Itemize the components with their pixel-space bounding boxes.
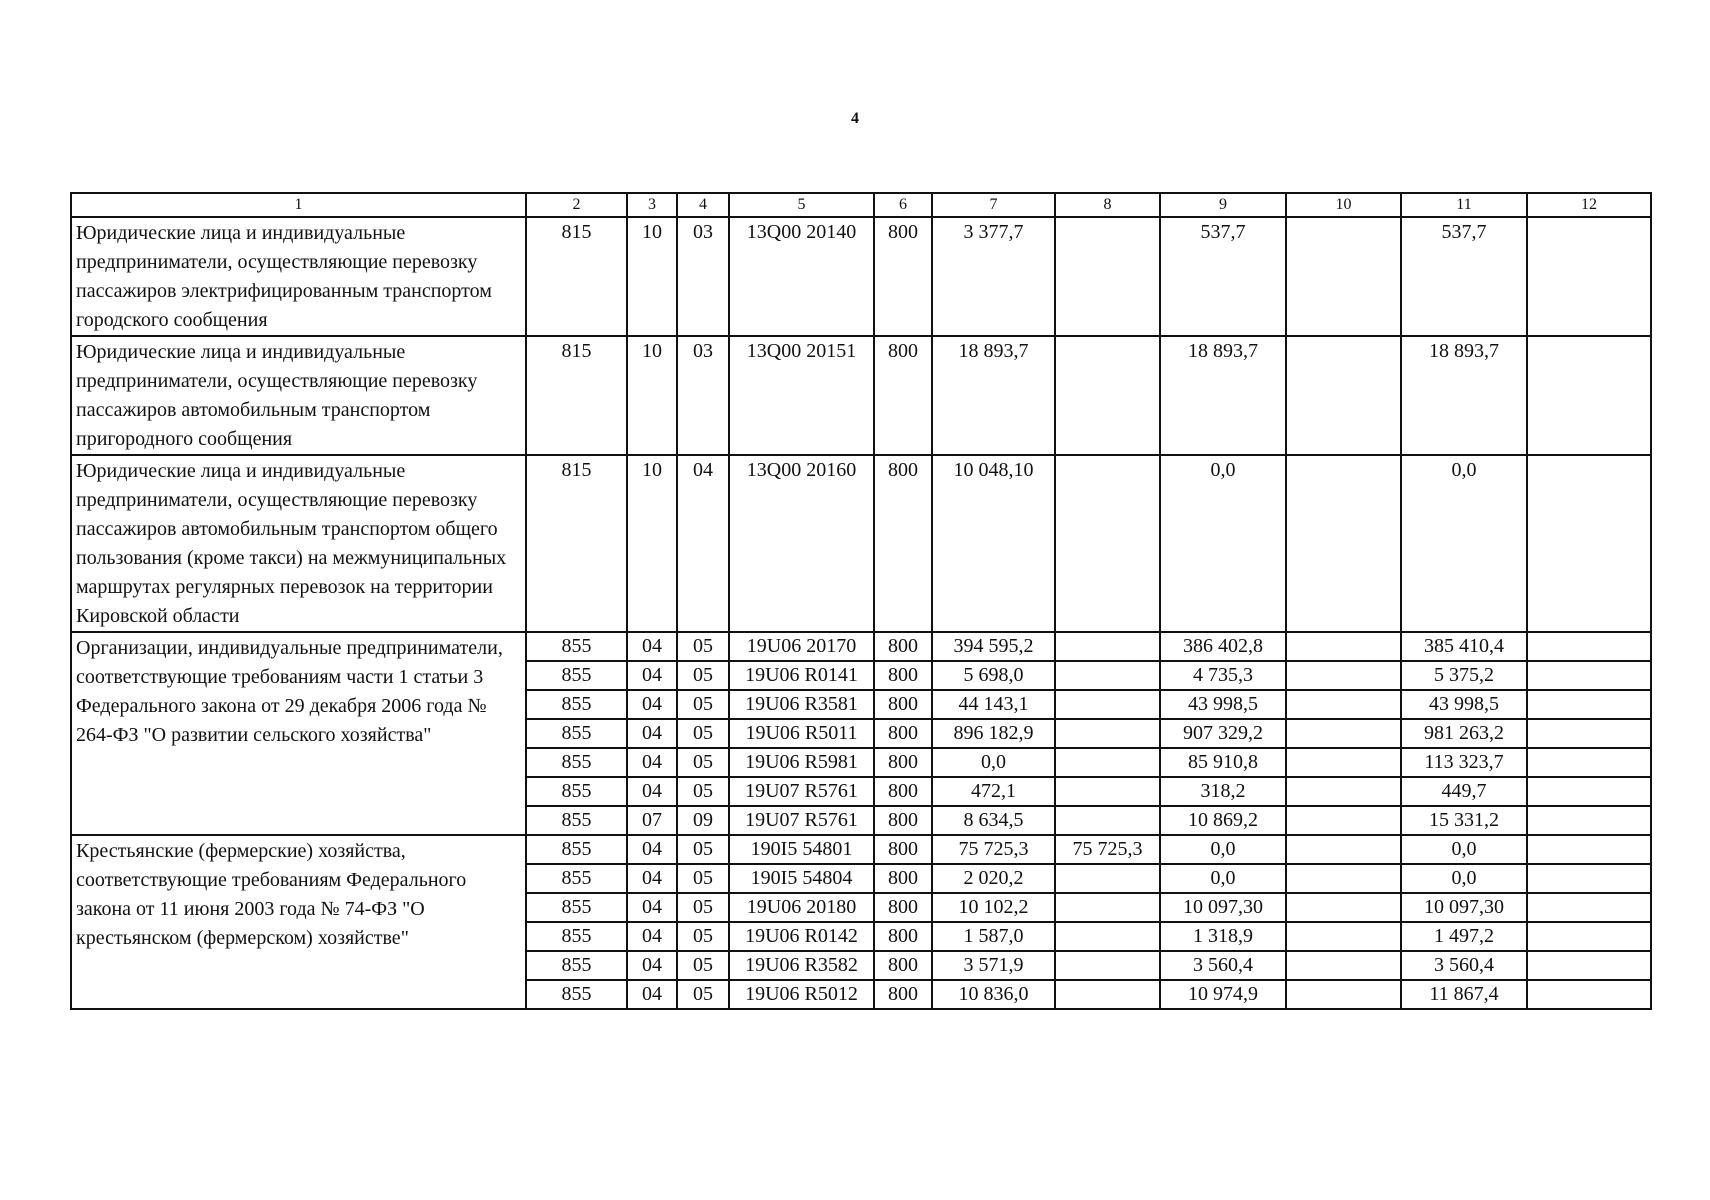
cell-col-6: 800 (874, 719, 932, 748)
cell-col-10 (1286, 980, 1401, 1009)
cell-col-2: 855 (526, 806, 627, 835)
cell-col-12 (1527, 632, 1651, 661)
column-header-4: 4 (677, 193, 729, 217)
cell-col-12 (1527, 336, 1651, 455)
cell-col-3: 07 (627, 806, 677, 835)
page-number: 4 (851, 110, 859, 127)
cell-col-12 (1527, 806, 1651, 835)
cell-col-9: 0,0 (1160, 864, 1286, 893)
cell-col-9: 10 097,30 (1160, 893, 1286, 922)
cell-col-6: 800 (874, 777, 932, 806)
cell-col-6: 800 (874, 864, 932, 893)
column-header-2: 2 (526, 193, 627, 217)
cell-col-9: 0,0 (1160, 835, 1286, 864)
cell-col-11: 18 893,7 (1401, 336, 1527, 455)
cell-col-5: 190I5 54801 (729, 835, 874, 864)
cell-col-3: 10 (627, 336, 677, 455)
cell-col-5: 19U06 R3581 (729, 690, 874, 719)
cell-col-7: 10 836,0 (932, 980, 1055, 1009)
cell-col-2: 855 (526, 835, 627, 864)
cell-col-7: 10 102,2 (932, 893, 1055, 922)
cell-col-5: 13Q00 20160 (729, 455, 874, 632)
recipient-description: Организации, индивидуальные предприниматели, соответствующие требованиям части 1 статьи 3 Федерального закона от 29 декабря 2006 года № 264-ФЗ "О развитии сельского хозяйства" (71, 632, 526, 835)
cell-col-11: 385 410,4 (1401, 632, 1527, 661)
cell-col-12 (1527, 690, 1651, 719)
cell-col-2: 855 (526, 922, 627, 951)
cell-col-3: 04 (627, 951, 677, 980)
cell-col-12 (1527, 922, 1651, 951)
cell-col-5: 19U06 R5011 (729, 719, 874, 748)
cell-col-3: 10 (627, 217, 677, 336)
cell-col-2: 815 (526, 336, 627, 455)
cell-col-3: 04 (627, 864, 677, 893)
cell-col-9: 386 402,8 (1160, 632, 1286, 661)
cell-col-11: 537,7 (1401, 217, 1527, 336)
cell-col-11: 0,0 (1401, 835, 1527, 864)
column-header-8: 8 (1055, 193, 1160, 217)
cell-col-8 (1055, 748, 1160, 777)
cell-col-2: 855 (526, 980, 627, 1009)
cell-col-3: 04 (627, 777, 677, 806)
cell-col-9: 907 329,2 (1160, 719, 1286, 748)
cell-col-12 (1527, 893, 1651, 922)
column-header-7: 7 (932, 193, 1055, 217)
cell-col-6: 800 (874, 835, 932, 864)
cell-col-8 (1055, 806, 1160, 835)
cell-col-8 (1055, 690, 1160, 719)
table-row (71, 455, 1651, 632)
cell-col-10 (1286, 632, 1401, 661)
cell-col-8 (1055, 719, 1160, 748)
cell-col-3: 04 (627, 661, 677, 690)
cell-col-3: 04 (627, 835, 677, 864)
cell-col-5: 19U07 R5761 (729, 777, 874, 806)
cell-col-2: 855 (526, 719, 627, 748)
cell-col-8 (1055, 893, 1160, 922)
cell-col-7: 75 725,3 (932, 835, 1055, 864)
cell-col-6: 800 (874, 893, 932, 922)
cell-col-11: 3 560,4 (1401, 951, 1527, 980)
cell-col-4: 05 (677, 980, 729, 1009)
cell-col-12 (1527, 951, 1651, 980)
cell-col-3: 04 (627, 893, 677, 922)
table-row (71, 336, 1651, 455)
header-row (71, 193, 1651, 217)
cell-col-5: 13Q00 20151 (729, 336, 874, 455)
cell-col-2: 855 (526, 951, 627, 980)
recipient-description: Юридические лица и индивидуальные предприниматели, осуществляющие перевозку пассажиров автомобильным транспортом общего пользования (кроме такси) на межмуниципальных маршрутах регулярных перевозок на территории Кировской области (71, 455, 526, 632)
cell-col-7: 0,0 (932, 748, 1055, 777)
cell-col-7: 896 182,9 (932, 719, 1055, 748)
cell-col-10 (1286, 719, 1401, 748)
cell-col-7: 2 020,2 (932, 864, 1055, 893)
cell-col-4: 09 (677, 806, 729, 835)
cell-col-5: 19U07 R5761 (729, 806, 874, 835)
column-header-6: 6 (874, 193, 932, 217)
recipient-description: Юридические лица и индивидуальные предприниматели, осуществляющие перевозку пассажиров электрифицированным транспортом городского сообщения (71, 217, 526, 336)
cell-col-10 (1286, 661, 1401, 690)
cell-col-4: 05 (677, 632, 729, 661)
cell-col-5: 19U06 R5012 (729, 980, 874, 1009)
cell-col-12 (1527, 777, 1651, 806)
cell-col-11: 10 097,30 (1401, 893, 1527, 922)
column-header-10: 10 (1286, 193, 1401, 217)
cell-col-2: 855 (526, 748, 627, 777)
cell-col-6: 800 (874, 806, 932, 835)
cell-col-2: 815 (526, 217, 627, 336)
cell-col-11: 0,0 (1401, 864, 1527, 893)
cell-col-8: 75 725,3 (1055, 835, 1160, 864)
cell-col-7: 10 048,10 (932, 455, 1055, 632)
cell-col-12 (1527, 455, 1651, 632)
cell-col-11: 5 375,2 (1401, 661, 1527, 690)
cell-col-6: 800 (874, 632, 932, 661)
cell-col-10 (1286, 777, 1401, 806)
table-body (71, 217, 1651, 1009)
table-row (71, 217, 1651, 336)
cell-col-8 (1055, 864, 1160, 893)
cell-col-4: 05 (677, 748, 729, 777)
cell-col-3: 04 (627, 748, 677, 777)
cell-col-4: 05 (677, 864, 729, 893)
column-header-1: 1 (71, 193, 526, 217)
cell-col-8 (1055, 922, 1160, 951)
cell-col-9: 537,7 (1160, 217, 1286, 336)
cell-col-11: 1 497,2 (1401, 922, 1527, 951)
cell-col-7: 472,1 (932, 777, 1055, 806)
cell-col-6: 800 (874, 748, 932, 777)
cell-col-10 (1286, 806, 1401, 835)
cell-col-3: 04 (627, 922, 677, 951)
cell-col-8 (1055, 661, 1160, 690)
cell-col-9: 0,0 (1160, 455, 1286, 632)
cell-col-3: 10 (627, 455, 677, 632)
cell-col-3: 04 (627, 690, 677, 719)
cell-col-4: 05 (677, 690, 729, 719)
cell-col-11: 15 331,2 (1401, 806, 1527, 835)
cell-col-5: 19U06 R3582 (729, 951, 874, 980)
cell-col-7: 394 595,2 (932, 632, 1055, 661)
cell-col-7: 18 893,7 (932, 336, 1055, 455)
cell-col-4: 05 (677, 777, 729, 806)
cell-col-6: 800 (874, 922, 932, 951)
cell-col-6: 800 (874, 951, 932, 980)
cell-col-4: 03 (677, 336, 729, 455)
cell-col-8 (1055, 336, 1160, 455)
cell-col-8 (1055, 777, 1160, 806)
cell-col-4: 05 (677, 661, 729, 690)
cell-col-12 (1527, 864, 1651, 893)
cell-col-11: 113 323,7 (1401, 748, 1527, 777)
cell-col-4: 05 (677, 922, 729, 951)
column-header-11: 11 (1401, 193, 1527, 217)
cell-col-5: 19U06 20170 (729, 632, 874, 661)
cell-col-7: 3 377,7 (932, 217, 1055, 336)
cell-col-10 (1286, 690, 1401, 719)
cell-col-4: 04 (677, 455, 729, 632)
cell-col-4: 05 (677, 951, 729, 980)
cell-col-6: 800 (874, 690, 932, 719)
cell-col-4: 05 (677, 719, 729, 748)
cell-col-9: 1 318,9 (1160, 922, 1286, 951)
cell-col-12 (1527, 835, 1651, 864)
cell-col-9: 10 974,9 (1160, 980, 1286, 1009)
cell-col-9: 4 735,3 (1160, 661, 1286, 690)
cell-col-4: 03 (677, 217, 729, 336)
cell-col-3: 04 (627, 719, 677, 748)
cell-col-7: 5 698,0 (932, 661, 1055, 690)
cell-col-10 (1286, 217, 1401, 336)
cell-col-5: 19U06 R0141 (729, 661, 874, 690)
cell-col-5: 19U06 R5981 (729, 748, 874, 777)
cell-col-2: 855 (526, 690, 627, 719)
cell-col-6: 800 (874, 980, 932, 1009)
cell-col-12 (1527, 719, 1651, 748)
cell-col-8 (1055, 455, 1160, 632)
column-header-3: 3 (627, 193, 677, 217)
cell-col-7: 1 587,0 (932, 922, 1055, 951)
cell-col-8 (1055, 951, 1160, 980)
cell-col-9: 18 893,7 (1160, 336, 1286, 455)
cell-col-2: 815 (526, 455, 627, 632)
cell-col-6: 800 (874, 455, 932, 632)
cell-col-3: 04 (627, 632, 677, 661)
cell-col-9: 318,2 (1160, 777, 1286, 806)
cell-col-6: 800 (874, 217, 932, 336)
cell-col-5: 13Q00 20140 (729, 217, 874, 336)
cell-col-11: 449,7 (1401, 777, 1527, 806)
cell-col-10 (1286, 455, 1401, 632)
cell-col-10 (1286, 835, 1401, 864)
cell-col-5: 19U06 R0142 (729, 922, 874, 951)
cell-col-2: 855 (526, 777, 627, 806)
cell-col-7: 44 143,1 (932, 690, 1055, 719)
table-row (71, 632, 1651, 661)
cell-col-12 (1527, 217, 1651, 336)
cell-col-11: 11 867,4 (1401, 980, 1527, 1009)
cell-col-2: 855 (526, 864, 627, 893)
column-header-9: 9 (1160, 193, 1286, 217)
recipient-description: Юридические лица и индивидуальные предприниматели, осуществляющие перевозку пассажиров автомобильным транспортом пригородного сообщения (71, 336, 526, 455)
cell-col-8 (1055, 980, 1160, 1009)
budget-table (70, 192, 1652, 1010)
cell-col-6: 800 (874, 336, 932, 455)
cell-col-2: 855 (526, 661, 627, 690)
cell-col-5: 190I5 54804 (729, 864, 874, 893)
recipient-description: Крестьянские (фермерские) хозяйства, соответствующие требованиям Федерального закона от 11 июня 2003 года № 74-ФЗ "О крестьянском (фермерском) хозяйстве" (71, 835, 526, 1009)
cell-col-10 (1286, 922, 1401, 951)
cell-col-4: 05 (677, 835, 729, 864)
cell-col-8 (1055, 217, 1160, 336)
cell-col-9: 10 869,2 (1160, 806, 1286, 835)
cell-col-12 (1527, 980, 1651, 1009)
cell-col-4: 05 (677, 893, 729, 922)
cell-col-6: 800 (874, 661, 932, 690)
cell-col-11: 981 263,2 (1401, 719, 1527, 748)
cell-col-11: 43 998,5 (1401, 690, 1527, 719)
cell-col-7: 8 634,5 (932, 806, 1055, 835)
cell-col-3: 04 (627, 980, 677, 1009)
cell-col-10 (1286, 951, 1401, 980)
column-header-12: 12 (1527, 193, 1651, 217)
cell-col-9: 85 910,8 (1160, 748, 1286, 777)
column-header-5: 5 (729, 193, 874, 217)
cell-col-10 (1286, 864, 1401, 893)
cell-col-9: 3 560,4 (1160, 951, 1286, 980)
cell-col-10 (1286, 748, 1401, 777)
table-row (71, 835, 1651, 864)
cell-col-7: 3 571,9 (932, 951, 1055, 980)
cell-col-12 (1527, 748, 1651, 777)
cell-col-10 (1286, 893, 1401, 922)
cell-col-5: 19U06 20180 (729, 893, 874, 922)
cell-col-12 (1527, 661, 1651, 690)
cell-col-8 (1055, 632, 1160, 661)
cell-col-2: 855 (526, 893, 627, 922)
cell-col-10 (1286, 336, 1401, 455)
cell-col-9: 43 998,5 (1160, 690, 1286, 719)
cell-col-2: 855 (526, 632, 627, 661)
cell-col-11: 0,0 (1401, 455, 1527, 632)
